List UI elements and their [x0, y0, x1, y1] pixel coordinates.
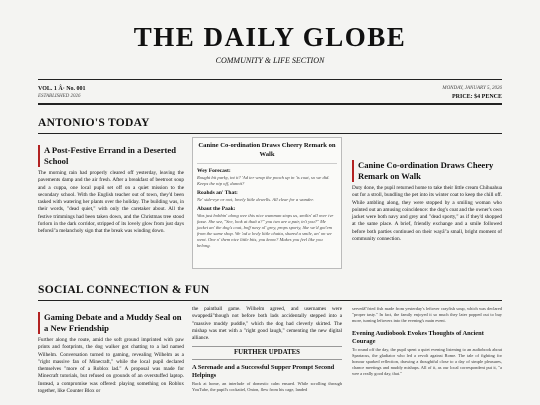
update-headline-serenade: A Serenade and a Successful Supper Prompt Second Helpings	[192, 363, 335, 379]
box-heading-park: Abaut the Paak:	[197, 206, 236, 212]
masthead-section: COMMUNITY & LIFE SECTION	[215, 56, 325, 65]
issue-meta	[38, 85, 86, 101]
supper-continuation: servedâ"fried fish made from yesterday's leftover crayfish soup, which was declared "proper tasty." In fact, the family enjoyed it so much they later popped out to buy more, turning leftovers into the evening's main event.	[352, 306, 502, 323]
sidebar-box-dialect	[192, 137, 342, 269]
box-text-forecast: Rought bit parky, int it? 'Ad ter wrap the pooch up in 'is coat, so we did. Keeps the nip off, dunnit?	[197, 175, 330, 186]
box-text-park: Was just bobbin' along wee this nice wumman stops us, smilin' all over ivr fasse. She sez, "See, look at thaâ a?" you two are a pair, in't you?" Me jacket an' the dog's coat, boff navy ol' grey, props sporty, like we'd got'em from the same shop. We 'ad a lovly little chatta, shared a smile, an' on we went. One o' them nice little bits, you know? Makes you feel like you belong.	[197, 213, 334, 248]
date-price-meta	[442, 85, 502, 101]
article-post-festive-errand	[38, 145, 184, 236]
section1-rule	[38, 133, 502, 134]
box-heading-forecast: Wey Forecast:	[197, 168, 231, 174]
masthead-rule	[38, 79, 502, 80]
article-body: Duty done, the pupil returned home to take their little cream Chihuahua out for a stroll, bundling the pet into its winter coat to keep the chill off. While ambling along, they were stopped by a smiling woman who pointed out an amusing coincidence: the dog's coat and the owner's own jacket were both navy and grey and "dead sporty," as if they'd shopped at the same place. A brief, friendly exchange and a smile followed before both parties continued on their wayâ"a small, bright moment of community connection.	[352, 185, 502, 243]
issue-date: MONDAY, JANUARY 5, 2026	[442, 86, 502, 91]
box-title: Canine Co-ordination Draws Cheery Remark on Walk	[197, 141, 337, 164]
masthead-title: THE DAILY GLOBE	[133, 22, 407, 52]
box-heading-roads: Roahds an' That:	[197, 190, 238, 196]
article-body: Further along the route, amid the soft ground imprinted with paw prints and footprints, the dog walker got chatting to a lad named Wilhelm. Conversation turned to gaming, revealing Wilhelm as a "right massive fan of Minecraft," while the local pupil declared themselves "more of a Roblox lad." A proposal was made for Minecraft tutorials, but refused on grounds of an overstuffed laptop. Instead, a compromise was offered: playing something on Roblox together, like Counter Blox or	[38, 337, 184, 395]
article-headline: Gaming Debate and a Muddy Seal on a New Friendship	[38, 312, 184, 334]
box-text-roads: Ne' side-eye or owt, lovely little dewells. All clear for a wander.	[197, 197, 314, 202]
article-body: The morning rain had properly cleared off yesterday, leaving the pavements damp and the air fresh. After a breakfast of beetroot soup and a cuppa, one local pupil set off on a quiet mission to the secondary school. With the English teacher out of town, they'd been tasked with watering her plants over the holiday. The building was, in their words, "dead quiet," with only the caretaker about. All the festive trimmings had been taken down, and the Christmas tree stood forlorn in the dark corridor, stripped of its lovely glow from just days beforeâ"a melancholy sign that the break was winding down.	[38, 170, 184, 235]
third-column	[352, 306, 502, 377]
article-continuation: the paintball game. Wilhelm agreed, and usernames were swappedâ"though not before both lads accidentally stepped into a "massive muddy puddle," which the dog had cleverly skirted. The mishap was met with a "right good laugh," cementing the new digital alliance.	[192, 306, 342, 342]
update-headline-audiobook: Evening Audiobook Evokes Thoughts of Ancient Courage	[352, 330, 484, 345]
article-canine-coordination	[352, 160, 502, 243]
section-title-antonios-today: ANTONIO'S TODAY	[38, 117, 150, 129]
article-gaming-debate	[38, 312, 184, 395]
further-updates-heading: FURTHER UPDATES	[192, 346, 342, 359]
article-continuation-column	[192, 306, 342, 393]
update-body-serenade: Back at home, an interlude of domestic calm ensued. While scrolling through YouTube, the pupil's cockatiel, Onion, flew from his cage, landed	[192, 380, 342, 392]
meta-rule	[38, 103, 502, 105]
article-headline: Canine Co-ordination Draws Cheery Remark on Walk	[352, 160, 502, 182]
masthead	[0, 22, 540, 65]
article-headline: A Post-Festive Errand in a Deserted School	[38, 145, 184, 167]
section2-rule	[38, 300, 502, 301]
volume-number: VOL. 1 Â· No. 001	[38, 86, 86, 92]
established-date: ESTABLISHED 2026	[38, 94, 81, 99]
section-title-social-connection: SOCIAL CONNECTION & FUN	[38, 284, 210, 296]
update-body-audiobook: To round off the day, the pupil spent a quiet evening listening to an audiobook about Spartacus, the gladiator who led a revolt against Rome. The tale of fighting for honour sparked reflection, drawing a thoughtful close to a day of simple pleasures, chance meetings and muddy mishaps. All of it, as our local correspondent put it, "a wee a really good day, that."	[352, 347, 502, 376]
issue-price: PRICE: $4 PENCE	[451, 94, 502, 100]
